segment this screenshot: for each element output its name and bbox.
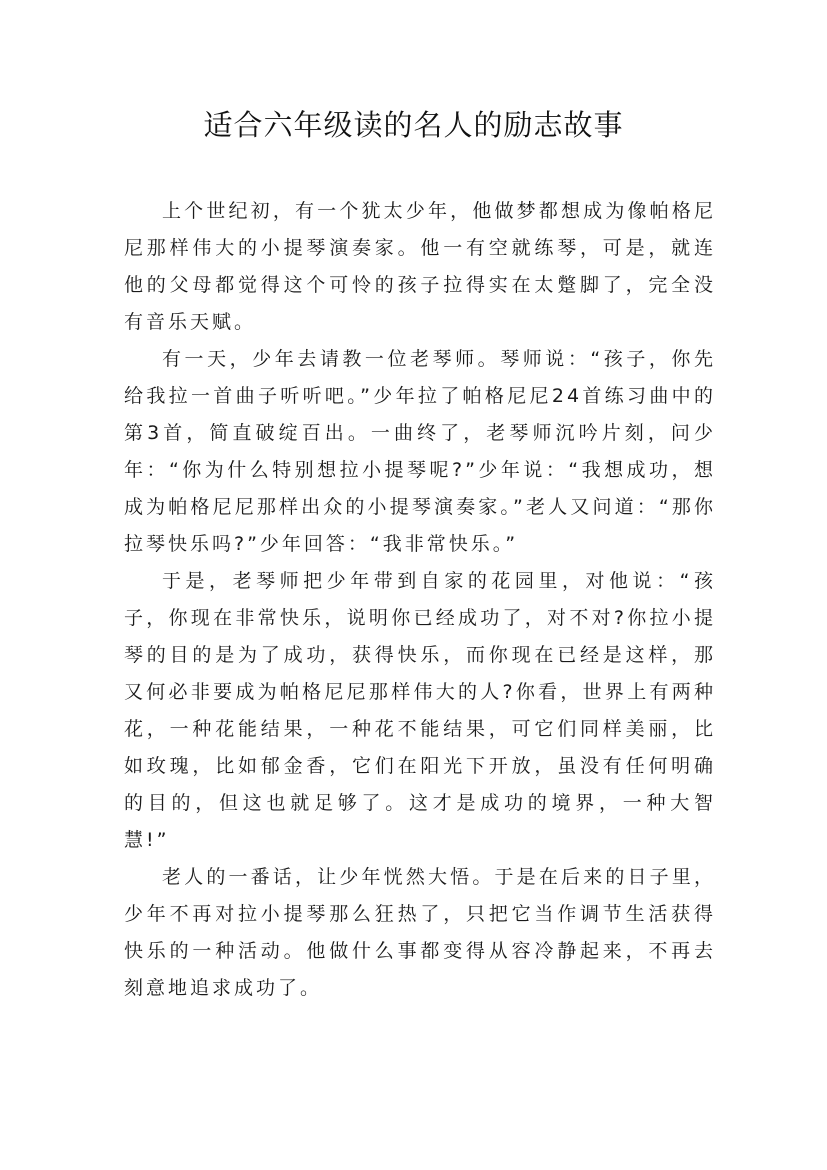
paragraph-2: 有一天，少年去请教一位老琴师。琴师说：“孩子，你先给我拉一首曲子听听吧。”少年拉了帕格尼尼24首练习曲中的第3首，简直破绽百出。一曲终了，老琴师沉吟片刻，问少年：“你为什么特别想拉小提琴呢?”少年说：“我想成功，想成为帕格尼尼那样出众的小提琴演奏家。”老人又问道：“那你拉琴快乐吗?”少年回答：“我非常快乐。”	[124, 348, 716, 555]
paragraph-1: 上个世纪初，有一个犹太少年，他做梦都想成为像帕格尼尼那样伟大的小提琴演奏家。他一有空就练琴，可是，就连他的父母都觉得这个可怜的孩子拉得实在太蹩脚了，完全没有音乐天赋。	[124, 200, 716, 333]
paragraph-3: 于是，老琴师把少年带到自家的花园里，对他说：“孩子，你现在非常快乐，说明你已经成功了，对不对?你拉小提琴的目的是为了成功，获得快乐，而你现在已经是这样，那又何必非要成为帕格尼尼那样伟大的人?你看，世界上有两种花，一种花能结果，一种花不能结果，可它们同样美丽，比如玫瑰，比如郁金香，它们在阳光下开放，虽没有任何明确的目的，但这也就足够了。这才是成功的境界，一种大智慧!”	[124, 570, 716, 851]
document-body	[124, 193, 716, 1007]
document-title: 适合六年级读的名人的励志故事	[203, 108, 624, 142]
paragraph-4: 老人的一番话，让少年恍然大悟。于是在后来的日子里，少年不再对拉小提琴那么狂热了，只把它当作调节生活获得快乐的一种活动。他做什么事都变得从容冷静起来，不再去刻意地追求成功了。	[124, 866, 716, 999]
